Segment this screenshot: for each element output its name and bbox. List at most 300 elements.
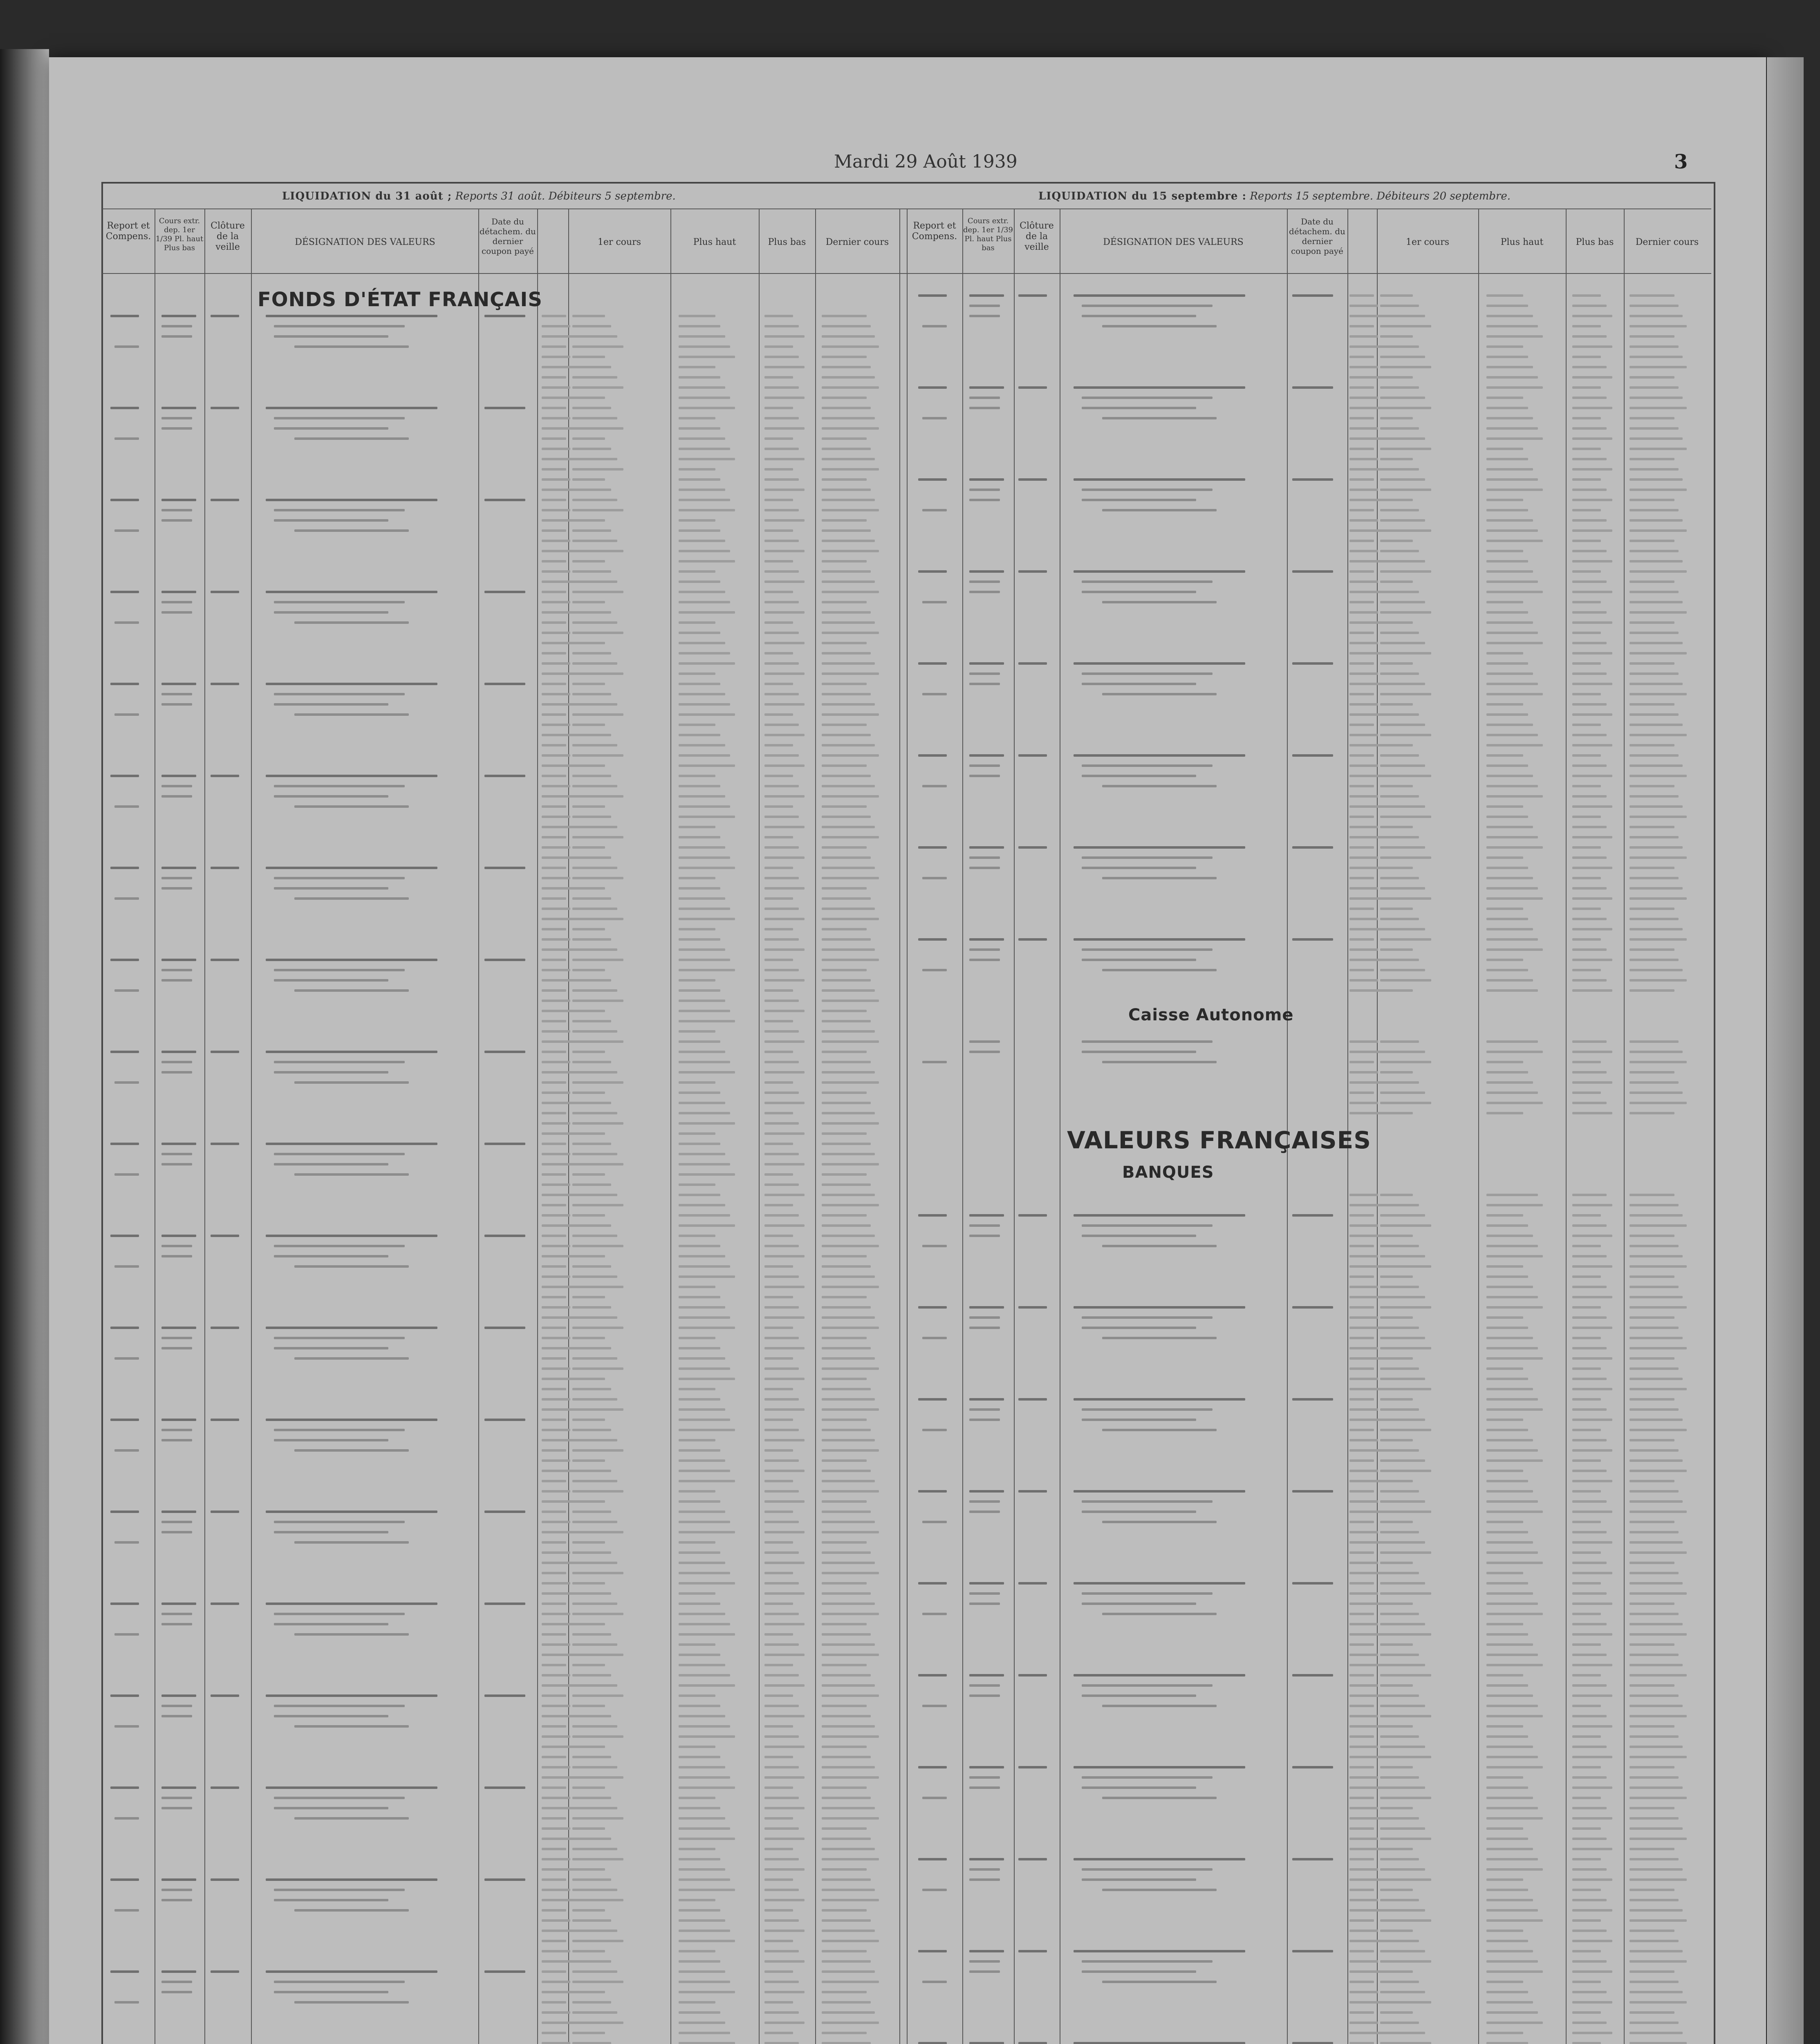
text-line: [572, 1694, 623, 1697]
text-line: [1102, 1429, 1217, 1431]
text-line: [1380, 908, 1413, 910]
text-line: [572, 948, 617, 951]
text-line: [764, 489, 805, 491]
text-line: [1629, 1286, 1679, 1288]
text-line: [1572, 1838, 1607, 1840]
text-line: [572, 1623, 605, 1625]
text-line: [542, 1654, 574, 1656]
text-line: [1349, 1081, 1382, 1084]
text-line: [542, 724, 570, 726]
text-line: [1380, 1715, 1431, 1717]
text-line: [110, 407, 139, 409]
text-line: [542, 1357, 566, 1360]
text-line: [114, 805, 139, 808]
text-line: [1380, 356, 1425, 358]
text-line: [764, 417, 799, 419]
text-line: [542, 918, 574, 920]
text-line: [764, 1735, 799, 1738]
text-line: [1380, 1061, 1431, 1063]
text-line: [679, 1592, 715, 1595]
text-line: [1486, 2042, 1528, 2044]
text-line: [822, 1572, 879, 1574]
text-line: [764, 1878, 793, 1881]
text-line: [1380, 754, 1419, 757]
text-line: [1486, 826, 1533, 828]
text-line: [1349, 1776, 1378, 1779]
text-line: [1486, 1306, 1543, 1309]
text-line: [1629, 1521, 1674, 1523]
text-line: [1486, 805, 1523, 808]
text-line: [572, 1817, 623, 1820]
text-line: [1486, 1664, 1543, 1666]
text-line: [161, 1705, 192, 1707]
text-line: [1380, 805, 1425, 808]
text-line: [1349, 948, 1378, 951]
text-line: [764, 1940, 793, 1942]
text-line: [1486, 816, 1528, 818]
text-line: [484, 1051, 525, 1053]
text-line: [679, 1470, 730, 1472]
text-line: [572, 1153, 617, 1155]
text-line: [822, 785, 875, 787]
text-line: [822, 1960, 871, 1963]
text-line: [1349, 1337, 1374, 1339]
text-line: [1572, 1684, 1607, 1687]
text-line: [679, 1807, 720, 1809]
text-line: [542, 1592, 574, 1595]
text-line: [764, 1664, 793, 1666]
text-line: [764, 1071, 805, 1074]
text-line: [1292, 754, 1333, 757]
text-line: [764, 887, 805, 890]
text-line: [266, 1878, 437, 1881]
text-line: [822, 1786, 867, 1789]
text-line: [1486, 1347, 1538, 1349]
text-line: [1082, 1960, 1213, 1963]
col-cloture: Clôture de la veille: [211, 221, 245, 252]
text-line: [1629, 1950, 1683, 1952]
text-line: [1572, 1378, 1607, 1380]
text-line: [542, 560, 566, 563]
text-line: [1572, 499, 1612, 501]
text-line: [1629, 1112, 1674, 1114]
text-line: [1486, 2032, 1523, 2034]
text-line: [1018, 846, 1047, 849]
text-line: [1486, 1807, 1538, 1809]
text-line: [1486, 1337, 1533, 1339]
text-line: [1486, 1429, 1528, 1431]
text-line: [572, 1091, 605, 1094]
text-line: [1486, 1735, 1528, 1738]
text-line: [1629, 1051, 1683, 1053]
text-line: [542, 1040, 574, 1043]
text-line: [1349, 642, 1378, 644]
text-line: [1349, 1848, 1382, 1850]
text-line: [542, 713, 566, 716]
text-line: [1349, 918, 1378, 920]
col-date-detach: Date du détachem. du dernier coupon payé: [480, 217, 536, 256]
text-line: [922, 1337, 947, 1339]
text-line: [679, 1183, 715, 1186]
text-line: [679, 1040, 720, 1043]
text-line: [1629, 397, 1683, 399]
text-line: [822, 969, 867, 971]
text-line: [542, 570, 570, 573]
text-line: [1486, 1286, 1533, 1288]
text-line: [764, 959, 793, 961]
text-line: [572, 1337, 605, 1339]
text-line: [161, 417, 192, 419]
text-line: [764, 1786, 793, 1789]
text-line: [1486, 611, 1528, 614]
text-line: [1629, 754, 1679, 757]
text-line: [161, 601, 192, 603]
text-line: [822, 1173, 867, 1176]
text-line: [1349, 1051, 1382, 1053]
text-line: [679, 1531, 735, 1533]
text-line: [764, 2022, 805, 2024]
text-line: [1380, 1602, 1413, 1605]
text-line: [1380, 1970, 1413, 1973]
text-line: [114, 1173, 139, 1176]
text-line: [1629, 2001, 1687, 2004]
text-line: [572, 959, 623, 961]
text-line: [1082, 1051, 1196, 1053]
text-line: [1380, 897, 1431, 900]
text-line: [1349, 1480, 1382, 1482]
text-line: [764, 1674, 799, 1676]
text-line: [1082, 683, 1196, 685]
text-line: [572, 744, 617, 746]
text-line: [1486, 928, 1533, 930]
text-line: [274, 1531, 388, 1533]
text-line: [1629, 611, 1687, 614]
text-line: [294, 1173, 409, 1176]
text-line: [1486, 1838, 1528, 1840]
text-line: [161, 1071, 192, 1074]
text-line: [679, 386, 725, 389]
text-line: [679, 1725, 730, 1728]
text-line: [572, 785, 617, 787]
text-line: [1349, 1265, 1382, 1268]
text-line: [1629, 1592, 1687, 1595]
text-line: [1486, 1878, 1523, 1881]
quotation-table-frame: [101, 182, 1715, 2044]
text-line: [1572, 959, 1612, 961]
text-line: [822, 570, 871, 573]
text-line: [1380, 724, 1425, 726]
text-line: [822, 744, 875, 746]
text-line: [1572, 918, 1607, 920]
text-line: [1380, 1490, 1419, 1493]
text-line: [1572, 703, 1607, 706]
text-line: [679, 1654, 720, 1656]
text-line: [1486, 621, 1533, 624]
text-line: [572, 1991, 605, 1993]
text-line: [572, 1776, 623, 1779]
text-line: [1486, 979, 1533, 982]
text-line: [110, 1694, 139, 1697]
text-line: [542, 1960, 574, 1963]
text-line: [679, 662, 735, 665]
text-line: [1572, 1889, 1601, 1891]
text-line: [572, 1112, 617, 1114]
text-line: [1486, 1112, 1523, 1114]
text-line: [542, 509, 570, 511]
text-line: [822, 448, 871, 450]
text-line: [1486, 1817, 1543, 1820]
text-line: [1380, 335, 1413, 338]
text-line: [1380, 1541, 1425, 1544]
text-line: [572, 1664, 605, 1666]
text-line: [161, 775, 196, 777]
text-line: [822, 867, 875, 869]
text-line: [1349, 591, 1382, 593]
text-line: [764, 1245, 799, 1247]
text-line: [822, 1807, 875, 1809]
text-line: [822, 672, 879, 675]
text-line: [1380, 928, 1425, 930]
text-line: [1349, 836, 1382, 838]
text-line: [1082, 1316, 1213, 1319]
text-line: [969, 754, 1004, 757]
text-line: [1349, 1500, 1378, 1503]
text-line: [274, 877, 405, 879]
text-line: [1102, 1521, 1217, 1523]
text-line: [1572, 478, 1601, 481]
text-line: [110, 1419, 139, 1421]
text-line: [1349, 1040, 1378, 1043]
text-line: [679, 1694, 715, 1697]
text-line: [679, 2032, 730, 2034]
text-line: [1486, 2022, 1543, 2024]
text-line: [1572, 897, 1612, 900]
text-line: [161, 795, 192, 798]
text-line: [1629, 1204, 1679, 1206]
text-line: [822, 1470, 871, 1472]
text-line: [822, 1051, 867, 1053]
text-line: [1380, 315, 1425, 317]
text-line: [969, 1500, 1000, 1503]
text-line: [764, 1562, 805, 1564]
text-line: [679, 1797, 715, 1799]
text-line: [110, 499, 139, 501]
text-line: [542, 1848, 566, 1850]
text-line: [542, 1776, 574, 1779]
text-line: [1629, 836, 1679, 838]
text-line: [822, 1357, 875, 1360]
text-line: [211, 959, 239, 961]
text-line: [572, 1010, 605, 1012]
text-line: [542, 1572, 566, 1574]
text-line: [1349, 1766, 1374, 1768]
text-line: [1629, 468, 1679, 471]
text-line: [1380, 458, 1413, 460]
text-line: [161, 1715, 192, 1717]
text-line: [679, 1511, 725, 1513]
text-line: [1349, 1551, 1374, 1554]
text-line: [969, 1327, 1000, 1329]
text-line: [1074, 938, 1245, 941]
text-line: [161, 591, 196, 593]
text-line: [969, 764, 1000, 767]
text-line: [1629, 1715, 1687, 1717]
text-line: [679, 867, 735, 869]
text-line: [1629, 1214, 1683, 1217]
col-plus-bas-right: Plus bas: [1576, 237, 1614, 247]
text-line: [161, 499, 196, 501]
text-line: [1349, 366, 1378, 368]
text-line: [1486, 908, 1523, 910]
text-line: [1102, 1613, 1217, 1615]
text-line: [679, 1735, 735, 1738]
text-line: [1572, 1490, 1601, 1493]
text-line: [114, 2001, 139, 2004]
col-plus-bas: Plus bas: [768, 237, 806, 247]
text-line: [822, 693, 871, 695]
text-line: [110, 775, 139, 777]
left-liquidation-title: [282, 190, 676, 202]
text-line: [1572, 948, 1607, 951]
text-line: [274, 611, 388, 614]
text-line: [1572, 2032, 1612, 2034]
text-line: [572, 1541, 605, 1544]
text-line: [679, 1357, 725, 1360]
text-line: [274, 1807, 388, 1809]
text-line: [542, 1480, 566, 1482]
text-line: [1572, 795, 1607, 798]
text-line: [969, 1950, 1004, 1952]
text-line: [1486, 1694, 1533, 1697]
text-line: [1629, 938, 1687, 941]
text-line: [764, 877, 799, 879]
text-line: [679, 1541, 715, 1544]
text-line: [1380, 1204, 1419, 1206]
text-line: [679, 1408, 725, 1411]
text-line: [1349, 744, 1382, 746]
text-line: [572, 1347, 611, 1349]
text-line: [542, 785, 570, 787]
text-line: [822, 1439, 875, 1441]
text-line: [1629, 1940, 1679, 1942]
text-line: [1380, 683, 1425, 685]
text-line: [1349, 1807, 1378, 1809]
text-line: [822, 1275, 875, 1278]
text-line: [764, 1316, 805, 1319]
text-line: [764, 1643, 799, 1646]
text-line: [679, 325, 720, 327]
text-line: [918, 1490, 947, 1493]
text-line: [764, 1725, 793, 1728]
text-line: [1349, 458, 1378, 460]
section-valeurs-francaises: VALEURS FRANÇAISES: [1067, 1126, 1372, 1154]
text-line: [822, 805, 867, 808]
text-line: [1572, 1040, 1607, 1043]
text-line: [1349, 397, 1378, 399]
text-line: [542, 642, 574, 644]
text-line: [1486, 1459, 1543, 1462]
text-line: [1572, 775, 1612, 777]
text-line: [266, 1694, 437, 1697]
text-line: [822, 734, 871, 736]
text-line: [1349, 1970, 1382, 1973]
text-line: [822, 1388, 871, 1390]
text-line: [161, 1143, 196, 1145]
text-line: [572, 1970, 617, 1973]
text-line: [764, 1470, 805, 1472]
text-line: [1380, 1194, 1413, 1196]
text-line: [1486, 335, 1543, 338]
text-line: [1572, 1265, 1612, 1268]
text-line: [918, 1766, 947, 1768]
text-line: [764, 1091, 799, 1094]
text-line: [679, 376, 720, 379]
left-liquidation-heading: LIQUIDATION du 31 août ;: [282, 190, 452, 202]
text-line: [1486, 1940, 1528, 1942]
page-left-edge: [0, 49, 49, 2044]
right-liquidation-heading: LIQUIDATION du 15 septembre :: [1038, 190, 1247, 202]
text-line: [764, 918, 805, 920]
text-line: [1572, 846, 1601, 849]
text-line: [1380, 979, 1431, 982]
text-line: [1572, 468, 1612, 471]
text-line: [294, 989, 409, 992]
text-line: [1629, 826, 1674, 828]
text-line: [1380, 468, 1419, 471]
text-line: [1572, 407, 1612, 409]
section-fonds-etat: FONDS D'ÉTAT FRANÇAIS: [258, 288, 542, 311]
text-line: [969, 570, 1004, 573]
text-line: [679, 1051, 725, 1053]
text-line: [1349, 877, 1374, 879]
text-line: [822, 621, 875, 624]
section-caisse-autonome: Caisse Autonome: [1128, 1006, 1294, 1024]
text-line: [764, 1623, 805, 1625]
text-line: [1380, 407, 1431, 409]
text-line: [1572, 1245, 1601, 1247]
text-line: [1486, 1378, 1528, 1380]
text-line: [1572, 1868, 1607, 1871]
col-dernier-cours: Dernier cours: [825, 237, 889, 247]
text-line: [969, 1878, 1000, 1881]
text-line: [679, 509, 735, 511]
text-line: [1572, 519, 1607, 522]
text-line: [572, 499, 617, 501]
text-line: [211, 1878, 239, 1881]
text-line: [1486, 601, 1523, 603]
text-line: [274, 969, 405, 971]
text-line: [1349, 550, 1378, 552]
text-line: [764, 1838, 805, 1840]
text-line: [572, 703, 617, 706]
text-line: [542, 764, 574, 767]
text-line: [1349, 1194, 1378, 1196]
text-line: [764, 734, 805, 736]
text-line: [572, 662, 617, 665]
text-line: [1629, 1919, 1687, 1922]
text-line: [1380, 989, 1413, 992]
text-line: [484, 1511, 525, 1513]
text-line: [572, 1143, 611, 1145]
text-line: [764, 1143, 793, 1145]
text-line: [542, 908, 570, 910]
text-line: [572, 1950, 605, 1952]
text-line: [764, 1306, 799, 1309]
text-line: [1572, 1756, 1612, 1758]
text-line: [822, 1000, 879, 1002]
text-line: [822, 1592, 871, 1595]
text-line: [1629, 2022, 1679, 2024]
